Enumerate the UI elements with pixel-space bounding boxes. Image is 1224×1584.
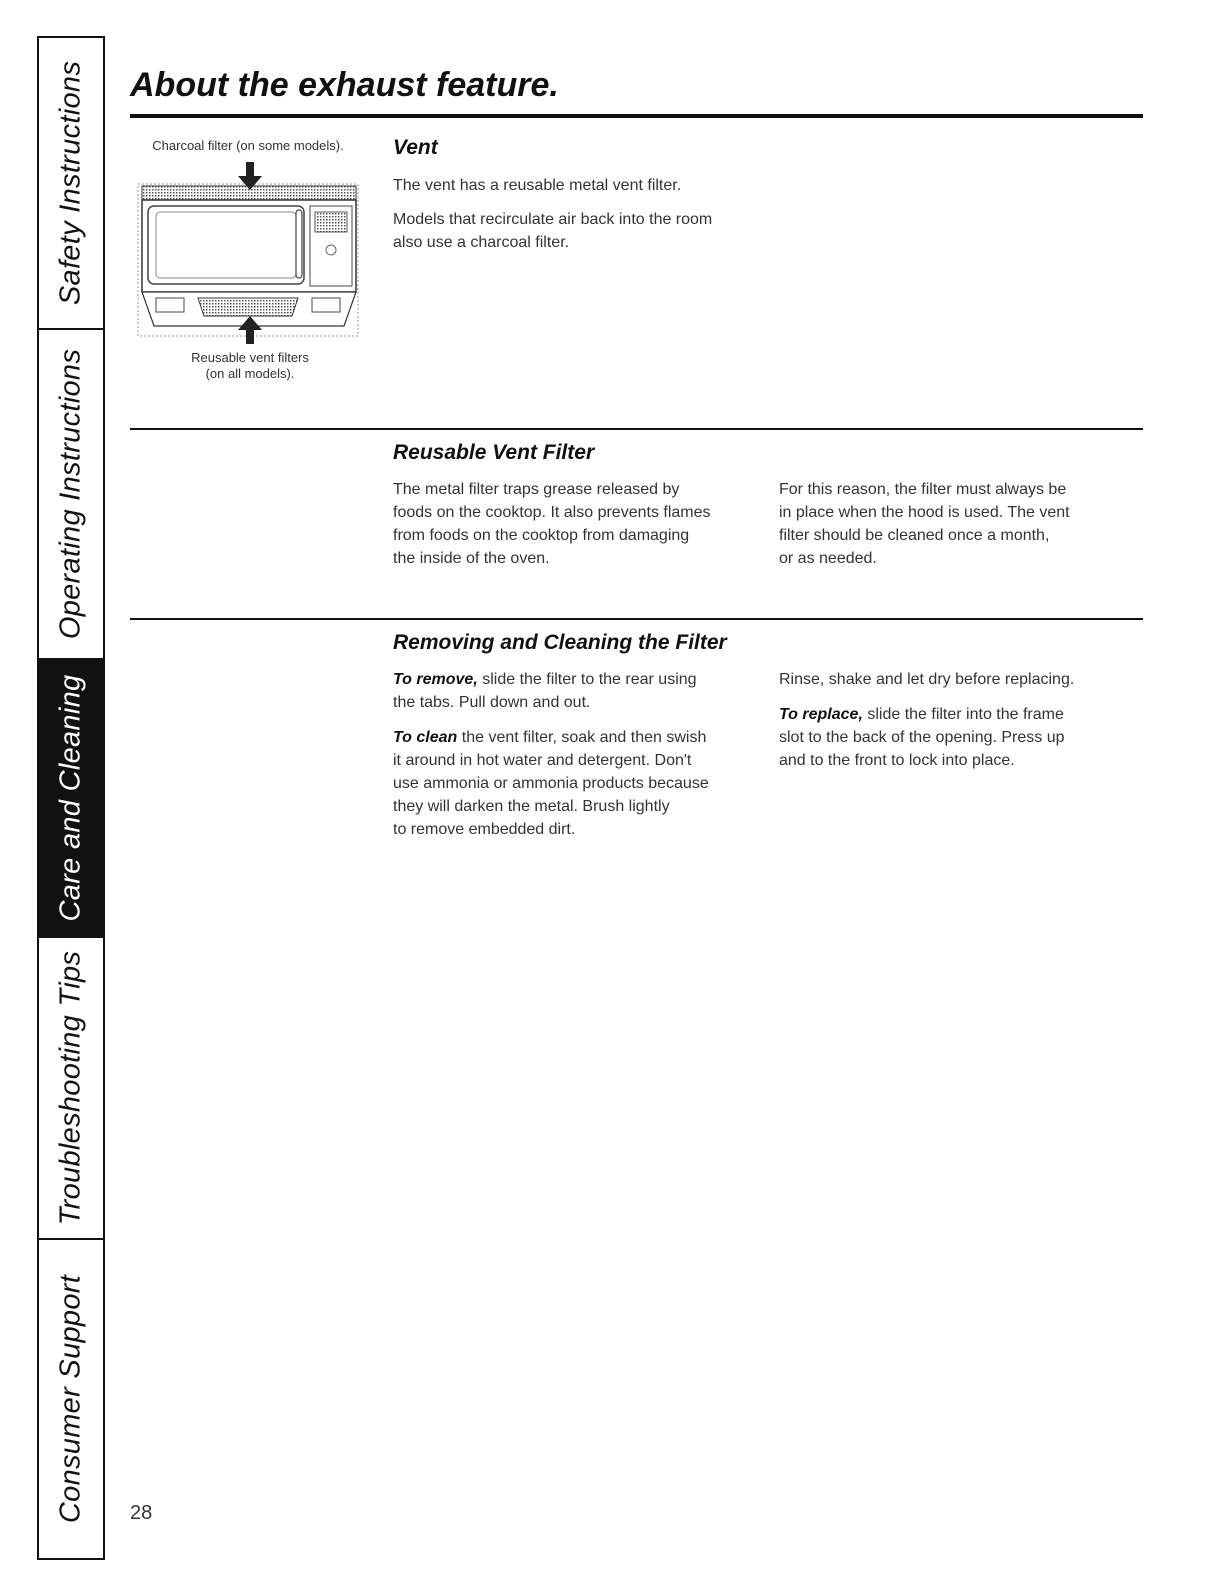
replace-paragraph: [779, 703, 1065, 772]
text-line: For this reason, the filter must always be: [779, 481, 1067, 498]
removing-cleaning-heading: Removing and Cleaning the Filter: [393, 631, 727, 654]
vent-filter: [198, 298, 298, 316]
rinse-paragraph: Rinse, shake and let dry before replacing.: [779, 671, 1075, 688]
caption-line: (on all models).: [205, 366, 295, 381]
light-cover-right: [312, 298, 340, 312]
tab-troubleshooting-tips[interactable]: [39, 938, 103, 1240]
reusable-left-paragraph: [393, 478, 711, 570]
text-line: it around in hot water and detergent. Don't: [393, 752, 692, 769]
tab-label: Care and Cleaning: [54, 674, 87, 922]
vent-paragraph-2: [393, 208, 712, 254]
section-rule: [130, 618, 1143, 620]
tab-consumer-support[interactable]: [39, 1240, 103, 1558]
tab-label: Operating Instructions: [54, 348, 87, 640]
text-line: in place when the hood is used. The vent: [779, 504, 1070, 521]
microwave-door: [148, 206, 304, 284]
remove-label: To remove,: [393, 671, 478, 688]
tab-label: Safety Instructions: [54, 60, 87, 306]
tab-operating-instructions[interactable]: [39, 330, 103, 660]
text-line: from foods on the cooktop from damaging: [393, 527, 690, 544]
clean-label: To clean: [393, 729, 458, 746]
clean-paragraph: [393, 726, 709, 841]
reusable-right-paragraph: [779, 478, 1070, 570]
text-line: the inside of the oven.: [393, 550, 550, 567]
vent-heading: Vent: [393, 136, 438, 159]
light-cover-left: [156, 298, 184, 312]
text-line: slide the filter to the rear using: [477, 671, 697, 688]
tab-care-and-cleaning[interactable]: [39, 660, 103, 938]
replace-label: To replace,: [779, 706, 863, 723]
text-line: also use a charcoal filter.: [393, 234, 570, 251]
tab-safety-instructions[interactable]: [39, 38, 103, 330]
text-line: to remove embedded dirt.: [393, 821, 576, 838]
section-tabs: [37, 36, 105, 1560]
text-line: slot to the back of the opening. Press up: [779, 729, 1065, 746]
page-number: 28: [130, 1502, 153, 1524]
tab-label: Consumer Support: [54, 1274, 87, 1524]
display-panel: [315, 212, 347, 232]
vent-paragraph-1: The vent has a reusable metal vent filter.: [393, 177, 682, 194]
section-rule: [130, 428, 1143, 430]
text-line: the vent filter, soak and then swish: [457, 729, 707, 746]
text-line: or as needed.: [779, 550, 877, 567]
text-line: they will darken the metal. Brush lightly: [393, 798, 670, 815]
text-line: use ammonia or ammonia products because: [393, 775, 709, 792]
title-rule: [130, 114, 1143, 118]
remove-paragraph: [393, 668, 697, 714]
microwave-diagram: [134, 150, 362, 346]
text-line: foods on the cooktop. It also prevents flames: [393, 504, 711, 521]
text-line: The metal filter traps grease released by: [393, 481, 680, 498]
text-line: Models that recirculate air back into the room: [393, 211, 713, 228]
caption-line: Reusable vent filters: [191, 350, 309, 365]
text-line: slide the filter into the frame: [862, 706, 1064, 723]
reusable-filter-heading: Reusable Vent Filter: [393, 441, 595, 464]
figure-caption-bottom: [150, 350, 350, 382]
text-line: and to the front to lock into place.: [779, 752, 1015, 769]
tab-label: Troubleshooting Tips: [54, 950, 87, 1226]
figure-caption-top: Charcoal filter (on some models).: [152, 138, 344, 153]
text-line: the tabs. Pull down and out.: [393, 694, 591, 711]
text-line: filter should be cleaned once a month,: [779, 527, 1050, 544]
door-handle: [296, 210, 302, 278]
page-title: About the exhaust feature.: [130, 66, 559, 104]
